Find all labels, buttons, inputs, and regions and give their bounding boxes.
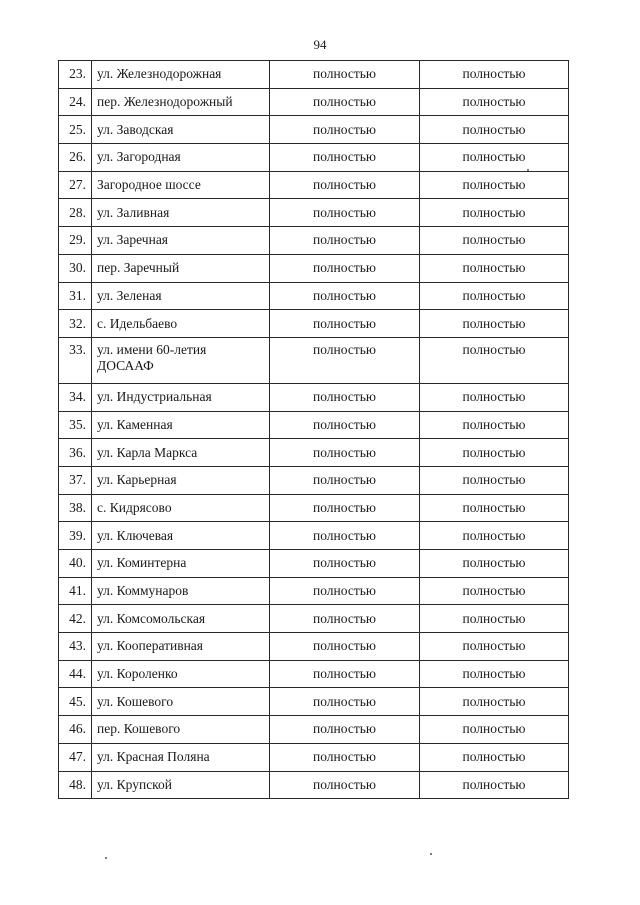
table-row: [59, 411, 569, 439]
row-number: 28.: [59, 199, 92, 227]
coverage-cell: полностью: [420, 88, 569, 116]
coverage-cell: полностью: [420, 716, 569, 744]
coverage-cell: полностью: [420, 227, 569, 255]
coverage-cell: полностью: [420, 439, 569, 467]
coverage-cell: полностью: [270, 61, 420, 89]
table-row: [59, 633, 569, 661]
table-row: [59, 171, 569, 199]
table-row: [59, 337, 569, 383]
street-name: ул. Кошевого: [92, 688, 270, 716]
table-row: [59, 550, 569, 578]
coverage-cell: полностью: [270, 716, 420, 744]
coverage-cell: полностью: [270, 282, 420, 310]
row-number: 41.: [59, 577, 92, 605]
coverage-cell: полностью: [420, 171, 569, 199]
row-number: 32.: [59, 310, 92, 338]
coverage-cell: полностью: [270, 605, 420, 633]
row-number: 31.: [59, 282, 92, 310]
row-number: 26.: [59, 144, 92, 172]
street-name: ул. Коминтерна: [92, 550, 270, 578]
coverage-cell: полностью: [270, 254, 420, 282]
street-name: пер. Железнодорожный: [92, 88, 270, 116]
table-row: [59, 439, 569, 467]
street-name: ул. Ключевая: [92, 522, 270, 550]
coverage-cell: полностью: [270, 171, 420, 199]
table-row: [59, 254, 569, 282]
street-name: ул. Карьерная: [92, 466, 270, 494]
street-name: ул. Железнодорожная: [92, 61, 270, 89]
coverage-cell: полностью: [420, 282, 569, 310]
street-name: ул. Заводская: [92, 116, 270, 144]
table-row: [59, 282, 569, 310]
street-name: ул. Кооперативная: [92, 633, 270, 661]
table-row: [59, 88, 569, 116]
street-name: ул. Индустриальная: [92, 383, 270, 411]
street-name: пер. Кошевого: [92, 716, 270, 744]
street-name: ул. Комсомольская: [92, 605, 270, 633]
table-row: [59, 605, 569, 633]
coverage-cell: полностью: [420, 144, 569, 172]
coverage-cell: полностью: [270, 577, 420, 605]
coverage-cell: полностью: [270, 550, 420, 578]
table-row: [59, 522, 569, 550]
row-number: 24.: [59, 88, 92, 116]
coverage-cell: полностью: [420, 310, 569, 338]
coverage-cell: полностью: [420, 337, 569, 383]
table-row: [59, 116, 569, 144]
table-row: [59, 771, 569, 799]
street-name: пер. Заречный: [92, 254, 270, 282]
coverage-cell: полностью: [420, 494, 569, 522]
row-number: 30.: [59, 254, 92, 282]
row-number: 40.: [59, 550, 92, 578]
coverage-cell: полностью: [270, 144, 420, 172]
street-name: ул. имени 60-летия ДОСААФ: [92, 337, 270, 383]
street-name: ул. Карла Маркса: [92, 439, 270, 467]
table-row: [59, 466, 569, 494]
coverage-cell: полностью: [420, 633, 569, 661]
street-name: ул. Коммунаров: [92, 577, 270, 605]
row-number: 47.: [59, 743, 92, 771]
coverage-cell: полностью: [270, 466, 420, 494]
row-number: 36.: [59, 439, 92, 467]
coverage-cell: полностью: [420, 550, 569, 578]
street-name: ул. Красная Поляна: [92, 743, 270, 771]
street-name: ул. Короленко: [92, 660, 270, 688]
coverage-cell: полностью: [420, 383, 569, 411]
coverage-cell: полностью: [270, 88, 420, 116]
row-number: 39.: [59, 522, 92, 550]
table-row: [59, 310, 569, 338]
coverage-cell: полностью: [420, 116, 569, 144]
row-number: 45.: [59, 688, 92, 716]
table-row: [59, 660, 569, 688]
table-row: [59, 743, 569, 771]
coverage-cell: полностью: [420, 743, 569, 771]
street-name: ул. Заречная: [92, 227, 270, 255]
coverage-cell: полностью: [270, 310, 420, 338]
coverage-cell: полностью: [270, 743, 420, 771]
coverage-cell: полностью: [420, 577, 569, 605]
row-number: 43.: [59, 633, 92, 661]
table-row: [59, 383, 569, 411]
coverage-cell: полностью: [270, 771, 420, 799]
table-row: [59, 144, 569, 172]
coverage-cell: полностью: [270, 337, 420, 383]
coverage-cell: полностью: [270, 411, 420, 439]
row-number: 37.: [59, 466, 92, 494]
page-number: 94: [313, 37, 327, 52]
row-number: 38.: [59, 494, 92, 522]
row-number: 34.: [59, 383, 92, 411]
coverage-cell: полностью: [420, 660, 569, 688]
row-number: 33.: [59, 337, 92, 383]
table-row: [59, 716, 569, 744]
coverage-cell: полностью: [420, 254, 569, 282]
table-row: [59, 227, 569, 255]
row-number: 44.: [59, 660, 92, 688]
coverage-cell: полностью: [270, 522, 420, 550]
coverage-cell: полностью: [270, 633, 420, 661]
coverage-cell: полностью: [270, 688, 420, 716]
row-number: 46.: [59, 716, 92, 744]
row-number: 25.: [59, 116, 92, 144]
street-name: ул. Заливная: [92, 199, 270, 227]
scan-speck: [105, 857, 107, 859]
street-name: ул. Каменная: [92, 411, 270, 439]
coverage-cell: полностью: [420, 522, 569, 550]
street-name: с. Кидрясово: [92, 494, 270, 522]
table-row: [59, 688, 569, 716]
coverage-cell: полностью: [420, 199, 569, 227]
row-number: 35.: [59, 411, 92, 439]
table-body: [59, 61, 569, 799]
coverage-cell: полностью: [270, 199, 420, 227]
street-name: ул. Крупской: [92, 771, 270, 799]
coverage-cell: полностью: [420, 61, 569, 89]
row-number: 42.: [59, 605, 92, 633]
row-number: 23.: [59, 61, 92, 89]
street-name: Загородное шоссе: [92, 171, 270, 199]
coverage-cell: полностью: [420, 771, 569, 799]
coverage-cell: полностью: [270, 116, 420, 144]
row-number: 29.: [59, 227, 92, 255]
scan-speck: [430, 853, 432, 855]
row-number: 27.: [59, 171, 92, 199]
street-name: с. Идельбаево: [92, 310, 270, 338]
coverage-cell: полностью: [270, 660, 420, 688]
coverage-cell: полностью: [420, 411, 569, 439]
coverage-cell: полностью: [270, 439, 420, 467]
scan-speck: [527, 169, 529, 171]
street-name: ул. Зеленая: [92, 282, 270, 310]
table-row: [59, 577, 569, 605]
coverage-cell: полностью: [420, 466, 569, 494]
coverage-cell: полностью: [270, 383, 420, 411]
street-name: ул. Загородная: [92, 144, 270, 172]
coverage-cell: полностью: [420, 605, 569, 633]
table-row: [59, 494, 569, 522]
streets-table: [58, 60, 569, 799]
coverage-cell: полностью: [270, 227, 420, 255]
table-row: [59, 199, 569, 227]
row-number: 48.: [59, 771, 92, 799]
coverage-cell: полностью: [270, 494, 420, 522]
coverage-cell: полностью: [420, 688, 569, 716]
table-row: [59, 61, 569, 89]
